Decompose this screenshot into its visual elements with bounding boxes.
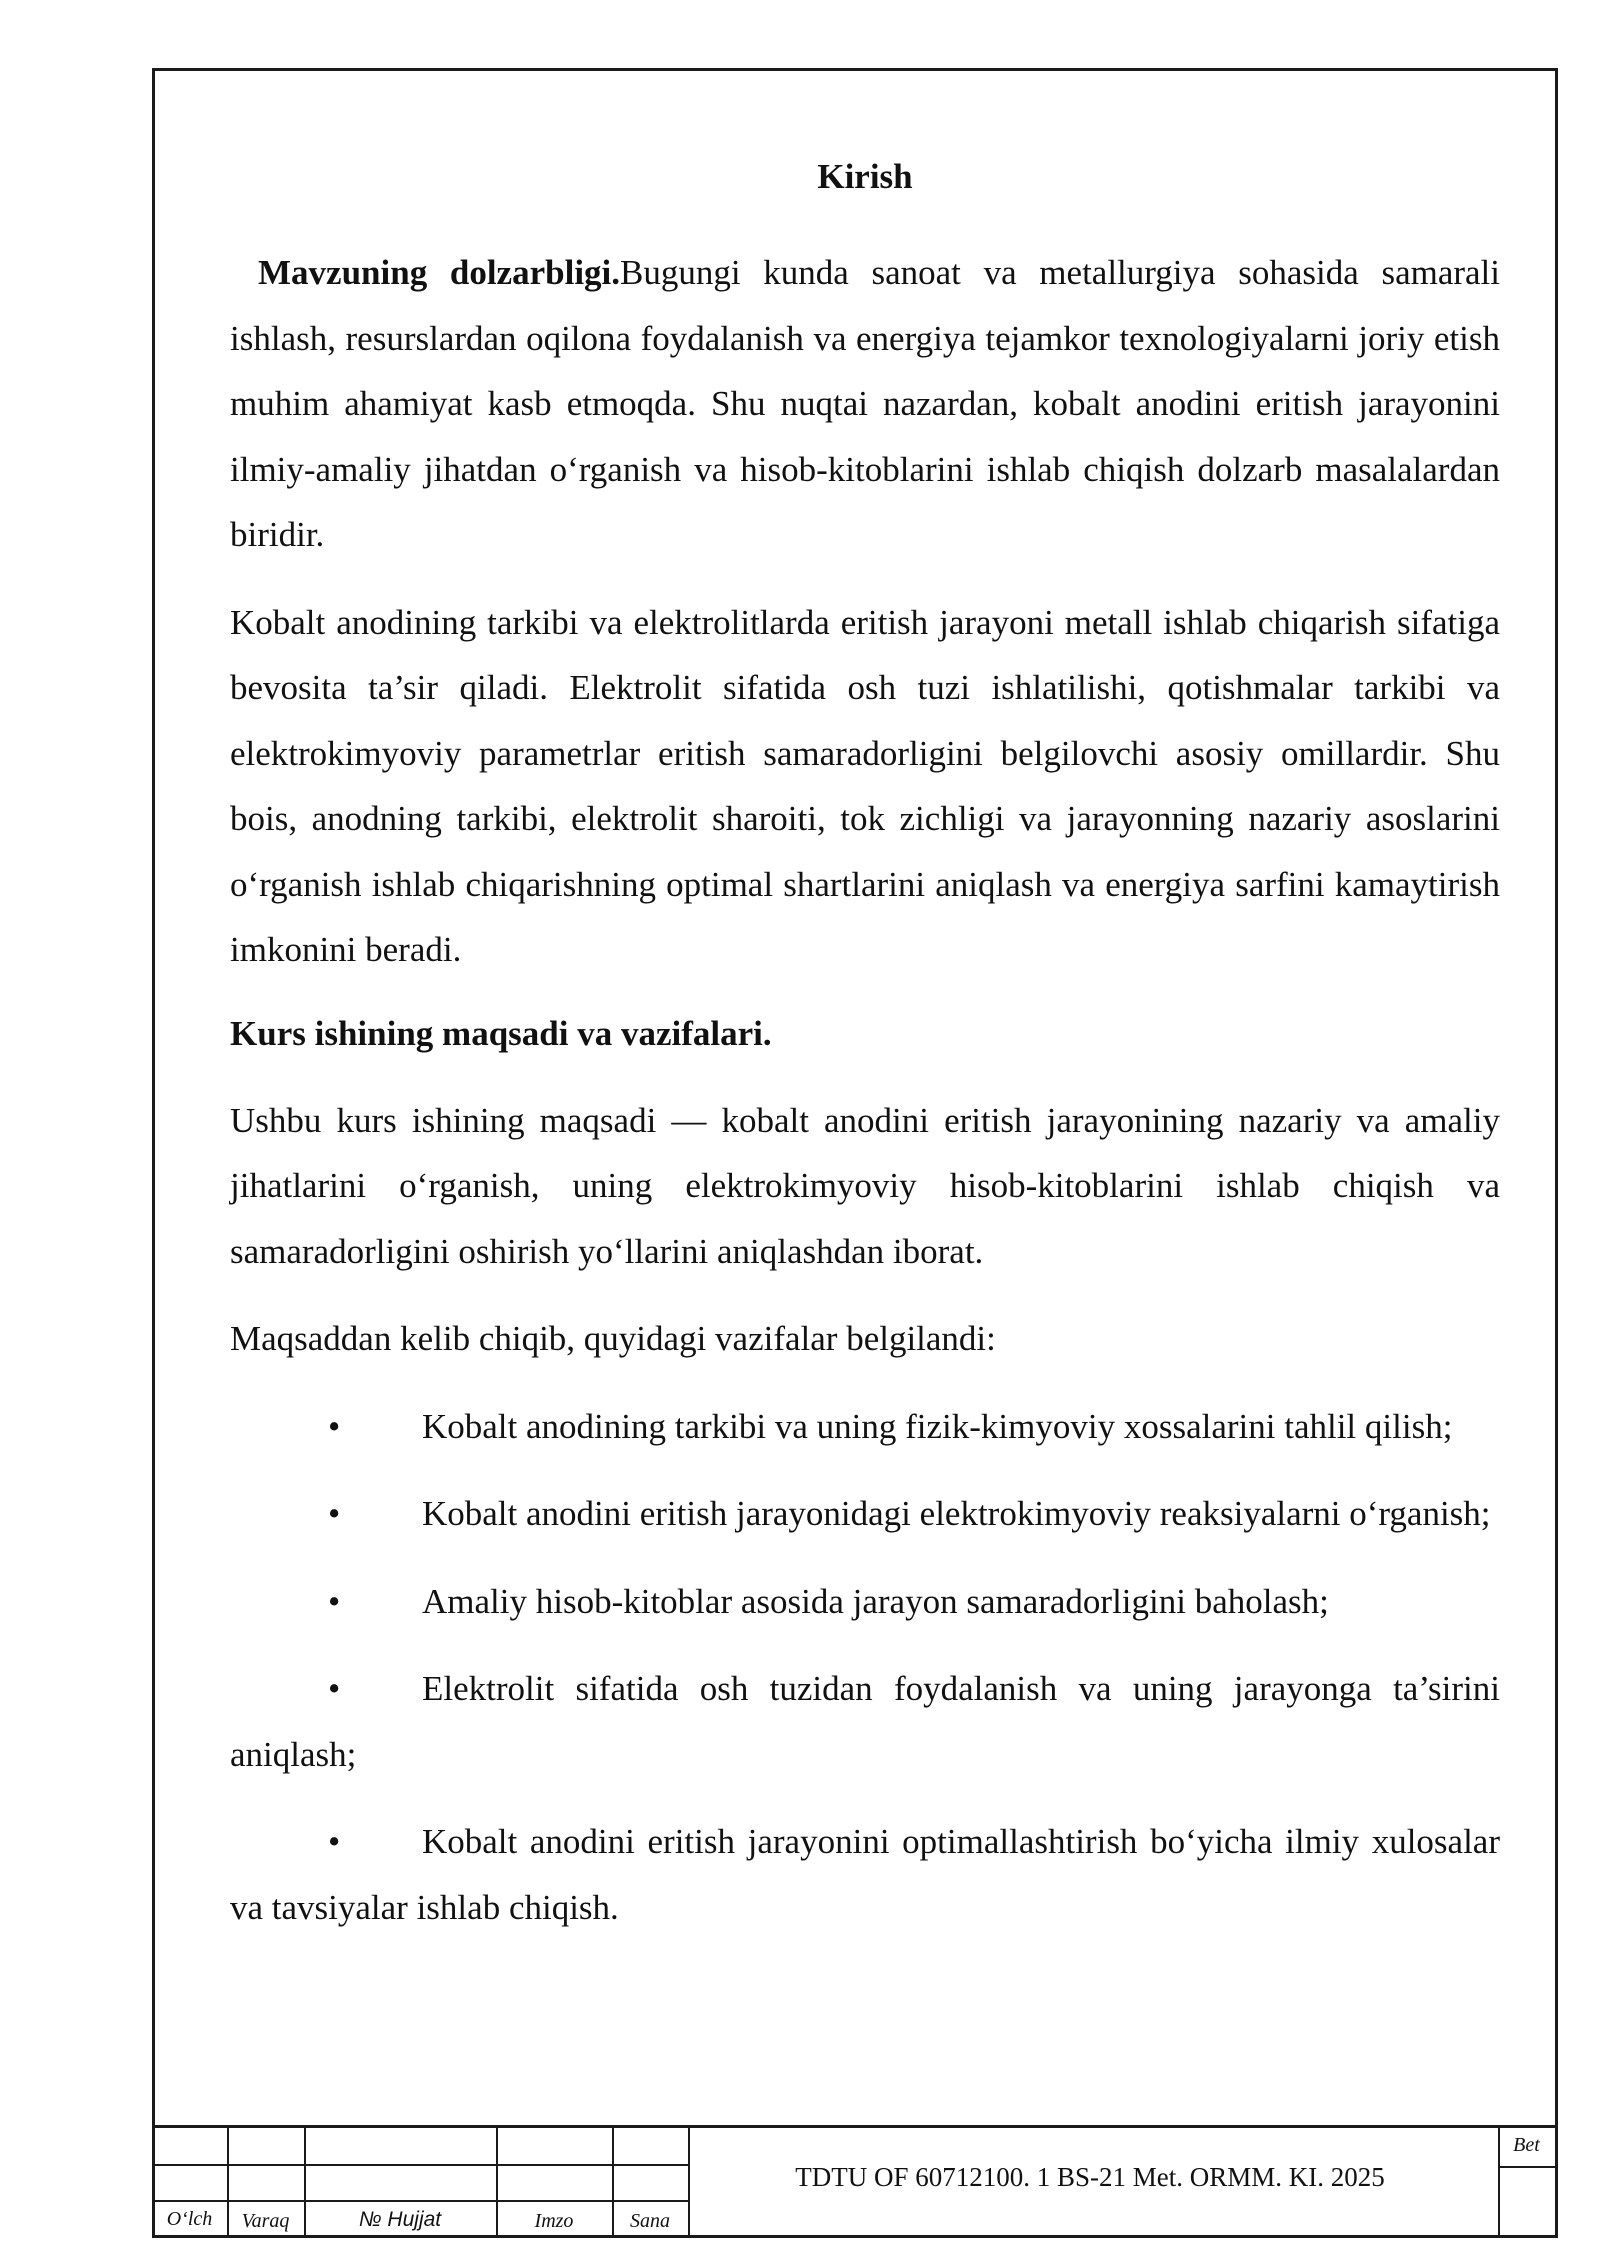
intro-text: Bugungi kunda sanoat va metallurgiya sohasida samarali ishlash, resurslardan oqilona foydalanish va energiya tejamkor texnologiyalarni joriy etish muhim ahamiyat kasb etmoqda. Shu nuqtai nazardan, kobalt anodini eritish jarayonini ilmiy-amaliy jihatdan o‘rganish va hisob-kitoblarini ishlab chiqish dolzarb masalalardan biridir.: [230, 253, 1501, 554]
label-hujjat: № Hujjat: [358, 2208, 442, 2231]
title-block-divider: [1498, 2166, 1555, 2168]
paragraph-4: Maqsaddan kelib chiqib, quyidagi vazifalar belgilandi:: [230, 1319, 996, 1358]
list-item: [230, 1569, 1500, 1635]
paragraph-2: Kobalt anodining tarkibi va elektrolitlarda eritish jarayoni metall ishlab chiqarish sifatiga bevosita ta’sir qiladi. Elektrolit sifatida osh tuzi ishlatilishi, qotishmalar tarkibi va elektrokimyoviy parametrlar eritish samaradorligini belgilovchi asosiy omillardir. Shu bois, anodning tarkibi, elektrolit sharoiti, tok zichligi va jarayonning nazariy asoslarini o‘rganish ishlab chiqarishning optimal shartlarini aniqlash va energiya sarfini kamaytirish imkonini beradi.: [230, 602, 1500, 969]
list-item-text: Amaliy hisob-kitoblar asosida jarayon samaradorligini baholash;: [422, 1581, 1329, 1621]
list-item-text: Kobalt anodining tarkibi va uning fizik-kimyoviy xossalarini tahlil qilish;: [422, 1406, 1453, 1446]
title-block-divider: [152, 2164, 688, 2166]
intro-paragraph: [230, 240, 1500, 568]
list-item: [230, 1656, 1500, 1787]
document-code: TDTU OF 60712100. 1 BS-21 Met. ORMM. KI. 2025: [795, 2162, 1385, 2192]
list-item-text: Kobalt anodini eritish jarayonidagi elektrokimyoviy reaksiyalarni o‘rganish;: [422, 1494, 1491, 1533]
list-item: [230, 1481, 1500, 1547]
list-item: [230, 1394, 1500, 1460]
bullet-icon: •: [328, 1406, 341, 1446]
label-varaq: Varaq: [241, 2210, 290, 2232]
document-body: [230, 148, 1500, 1940]
title-block-divider: [688, 2128, 690, 2238]
bullet-icon: •: [328, 1494, 341, 1533]
label-bet: Bet: [1513, 2134, 1540, 2156]
page-title: Kirish: [817, 157, 913, 196]
list-item: [230, 1809, 1500, 1940]
list-item-text: Kobalt anodini eritish jarayonini optimallashtirish bo‘yicha ilmiy xulosalar va tavsiyalar ishlab chiqish.: [230, 1822, 1500, 1927]
label-sana: Sana: [630, 2210, 670, 2232]
title-block-divider: [152, 2200, 688, 2202]
intro-lead: Mavzuning dolzarbligi.: [258, 253, 621, 292]
bullet-icon: •: [328, 1822, 341, 1861]
label-olch: O‘lch: [166, 2208, 213, 2230]
section-heading: Kurs ishining maqsadi va vazifalari.: [230, 1013, 772, 1053]
bullet-icon: •: [328, 1669, 341, 1708]
label-imzo: Imzo: [534, 2210, 574, 2232]
bullet-icon: •: [328, 1581, 341, 1621]
title-block: [152, 2125, 1558, 2238]
paragraph-3: Ushbu kurs ishining maqsadi — kobalt anodini eritish jarayonining nazariy va amaliy jihatlarini o‘rganish, uning elektrokimyoviy hisob-kitoblarini ishlab chiqish va samaradorligini oshirish yo‘llarini aniqlashdan iborat.: [230, 1100, 1500, 1271]
list-item-text: Elektrolit sifatida osh tuzidan foydalanish va uning jarayonga ta’sirini aniqlash;: [230, 1669, 1500, 1774]
